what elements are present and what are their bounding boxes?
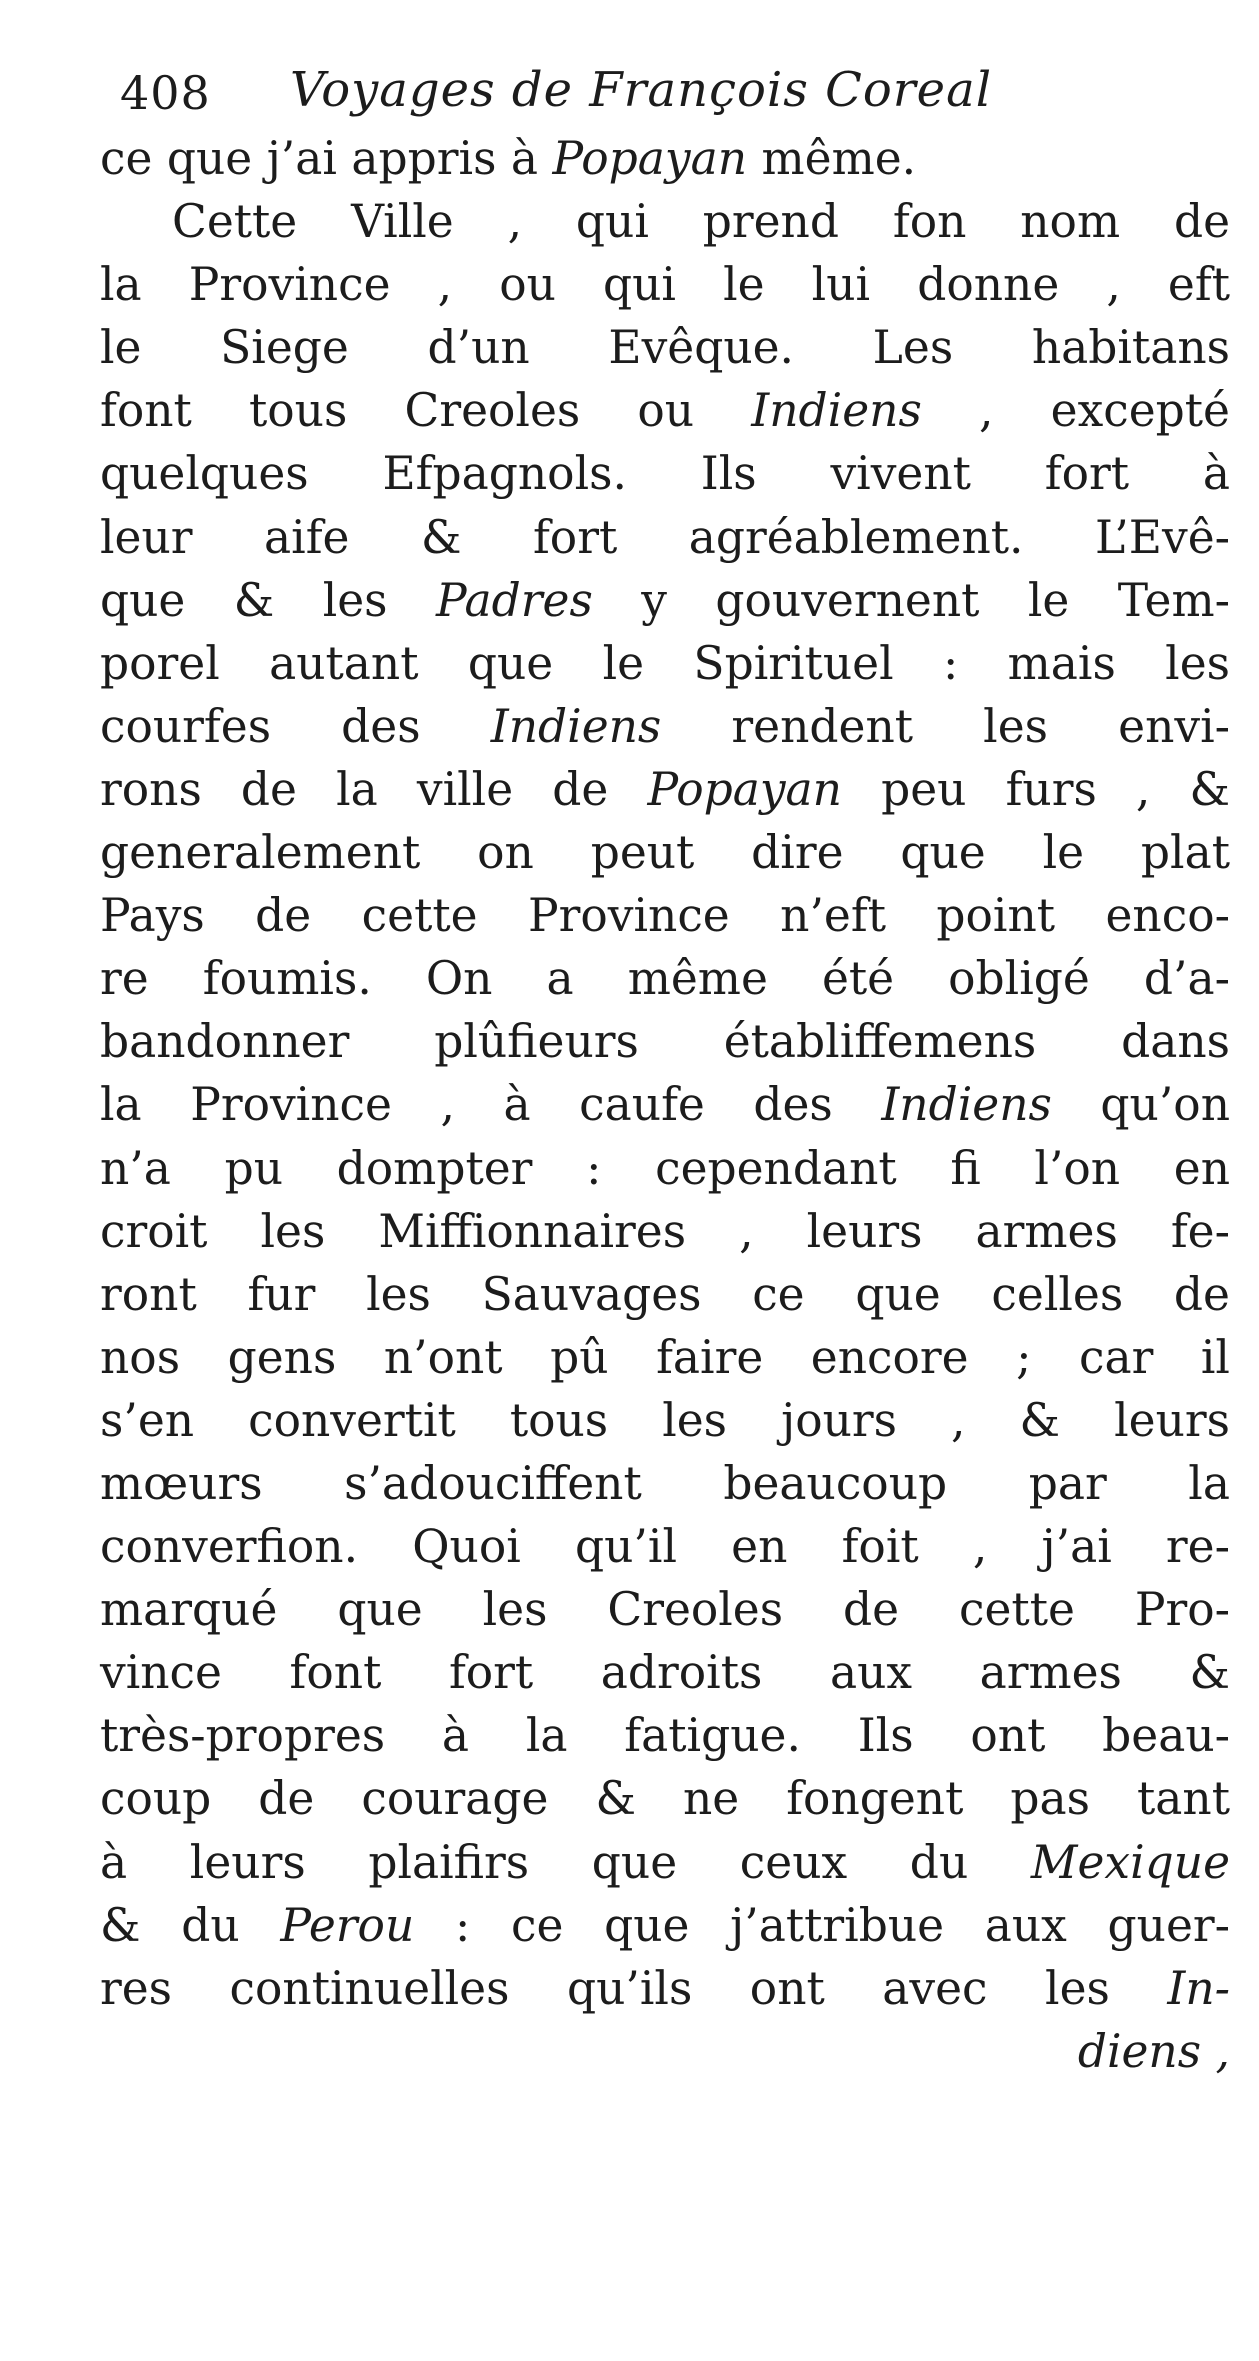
text-line: marqué que les Creoles de cette Pro-: [100, 1583, 1230, 1637]
text-line: converfion. Quoi qu’il en foit , j’ai re-: [100, 1520, 1230, 1574]
text-line: res continuelles qu’ils ont avec les In-: [100, 1961, 1230, 2015]
text-line: n’a pu dompter : cependant fi l’on en: [100, 1141, 1230, 1195]
text-line: la Province , ou qui le lui donne , eft: [100, 258, 1230, 312]
page-header: [0, 58, 1259, 138]
text-line: quelques Efpagnols. Ils vivent fort à: [100, 447, 1230, 501]
text-line: re foumis. On a même été obligé d’a-: [100, 952, 1230, 1006]
text-line: ront fur les Sauvages ce que celles de: [100, 1267, 1230, 1321]
text-line: & du Perou : ce que j’attribue aux guer-: [100, 1898, 1230, 1952]
text-line: s’en convertit tous les jours , & leurs: [100, 1393, 1230, 1447]
text-line: rons de la ville de Popayan peu furs , &: [100, 762, 1231, 816]
text-line: vince font fort adroits aux armes &: [100, 1646, 1230, 1700]
body-text: [100, 127, 1230, 2083]
text-line: coup de courage & ne fongent pas tant: [100, 1772, 1230, 1826]
text-line: la Province , à caufe des Indiens qu’on: [100, 1078, 1231, 1132]
text-line: font tous Creoles ou Indiens , excepté: [100, 384, 1230, 438]
text-line: Pays de cette Province n’eft point enco-: [100, 889, 1230, 943]
page-number: 408: [120, 66, 211, 120]
text-line: nos gens n’ont pû faire encore ; car il: [100, 1330, 1230, 1384]
text-line: leur aife & fort agréablement. L’Evê-: [100, 510, 1230, 564]
text-line: bandonner plûfieurs établiffemens dans: [100, 1015, 1230, 1069]
text-line: croit les Miffionnaires , leurs armes fe-: [100, 1204, 1230, 1258]
text-line: ce que j’ai appris à Popayan même.: [100, 132, 917, 185]
text-line: generalement on peut dire que le plat: [100, 826, 1230, 880]
catchword-line: [100, 2020, 1230, 2083]
running-title: Voyages de François Coreal: [290, 62, 993, 118]
text-line: porel autant que le Spirituel : mais les: [100, 636, 1230, 690]
text-line: courfes des Indiens rendent les envi-: [100, 699, 1230, 753]
text-line: mœurs s’adouciffent beaucoup par la: [100, 1456, 1230, 1510]
paragraph-start-line: Cette Ville , qui prend fon nom de: [172, 195, 1230, 249]
text-line: que & les Padres y gouvernent le Tem-: [100, 573, 1230, 627]
text-line: à leurs plaifirs que ceux du Mexique: [100, 1835, 1230, 1889]
catchword: diens ,: [1077, 2024, 1230, 2078]
text-line: très-propres à la fatigue. Ils ont beau-: [100, 1709, 1230, 1763]
text-line: le Siege d’un Evêque. Les habitans: [100, 321, 1230, 375]
